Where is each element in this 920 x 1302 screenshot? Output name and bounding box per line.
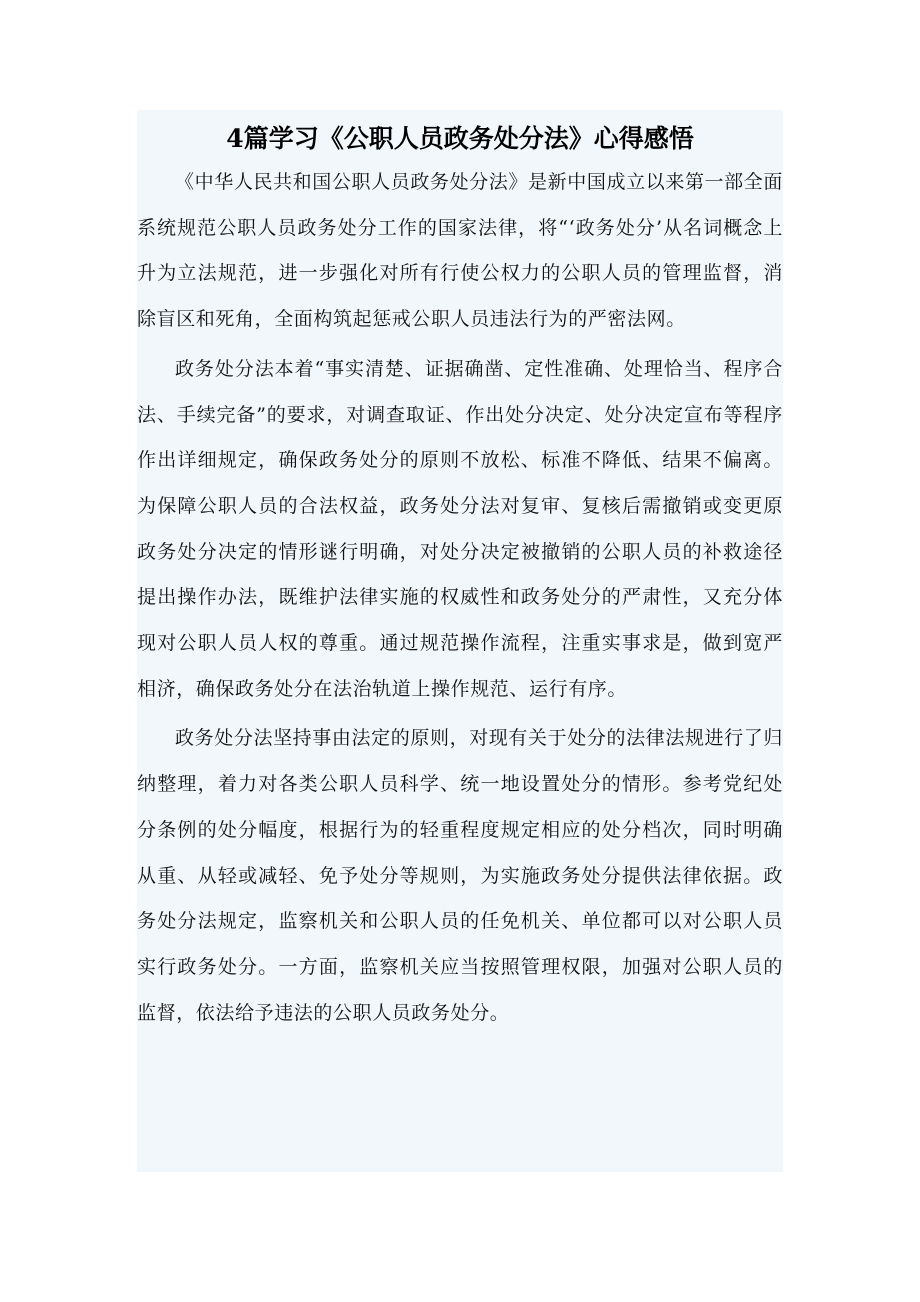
document-body [137, 110, 783, 1172]
paragraph-2: 政务处分法本着“事实清楚、证据确凿、定性准确、处理恰当、程序合法、手续完备”的要求，对调查取证、作出处分决定、处分决定宣布等程序作出详细规定，确保政务处分的原则不放松、标准不降低、结果不偏离。为保障公职人员的合法权益，政务处分法对复审、复核后需撤销或变更原政务处分决定的情形谜行明确，对处分决定被撤销的公职人员的补救途径提出操作办法，既维护法律实施的权威性和政务处分的严肃性，又充分体现对公职人员人权的尊重。通过规范操作流程，注重实事求是，做到宽严相济，确保政务处分在法治轨道上操作规范、运行有序。 [137, 357, 783, 700]
paragraph-1: 《中华人民共和国公职人员政务处分法》是新中国成立以来第一部全面系统规范公职人员政务处分工作的国家法律，将“‘政务处分’从名词概念上升为立法规范，进一步强化对所有行使公权力的公职人员的管理监督，消除盲区和死角，全面构筑起惩戒公职人员违法行为的严密法网。 [137, 171, 783, 331]
document-title: 4篇学习《公职人员政务处分法》心得感悟 [226, 124, 694, 153]
paragraph-3: 政务处分法坚持事由法定的原则，对现有关于处分的法律法规进行了归纳整理，着力对各类公职人员科学、统一地设置处分的情形。参考党纪处分条例的处分幅度，根据行为的轻重程度规定相应的处分档次，同时明确从重、从轻或减轻、免予处分等规则，为实施政务处分提供法律依据。政务处分法规定，监察机关和公职人员的任免机关、单位都可以对公职人员实行政务处分。一方面，监察机关应当按照管理权限，加强对公职人员的监督，依法给予违法的公职人员政务处分。 [137, 727, 783, 1024]
